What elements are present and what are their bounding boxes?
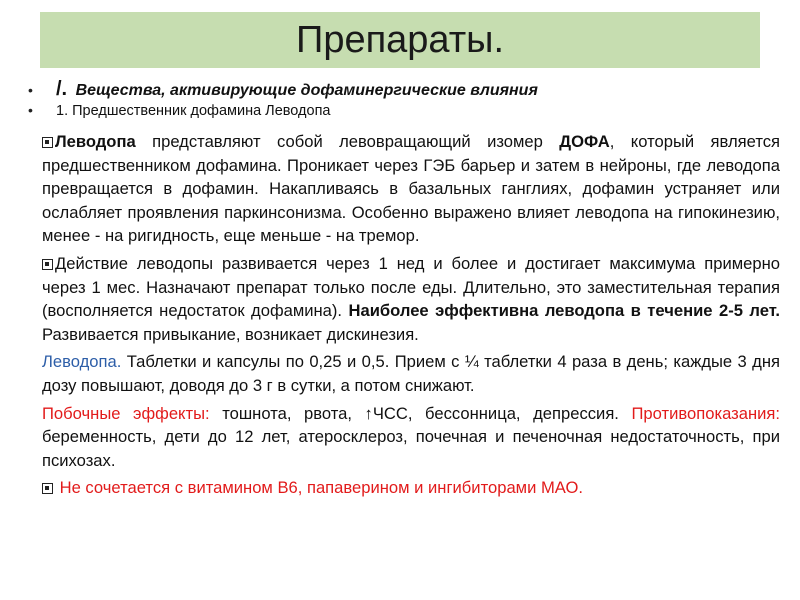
paragraph-3 [42, 350, 780, 397]
bullet-list [28, 78, 768, 126]
checkbox-bullet-icon [42, 137, 53, 148]
p4-text-1: тошнота, рвота, ↑ЧСС, бессонница, депрессия. [209, 403, 632, 423]
bullet-item-1-text: Вещества, активирующие дофаминергические влияния [75, 82, 538, 99]
bullet-item-1-text-wrap [56, 78, 538, 101]
slide-title: Препараты. [296, 18, 504, 61]
p5-red: Не сочетается с витамином В6, папаверином и ингибиторами МАО. [55, 478, 584, 498]
p4-red-1: Побочные эффекты: [42, 403, 210, 423]
paragraph-1 [42, 130, 780, 248]
bullet-item-2-text: 1. Предшественник дофамина Леводопа [56, 103, 331, 119]
checkbox-bullet-icon [42, 259, 53, 270]
bullet-dot-icon: • [28, 102, 33, 118]
checkbox-bullet-icon [42, 483, 53, 494]
title-banner [40, 12, 760, 68]
p2-text-1: Действие леводопы развивается через 1 нед и более и достигает максимума примерно через 1 мес. Назначают препарат только после еды. Длительно, это заместительная терапия (восполняется недостаток дофамина). [42, 253, 780, 321]
p1-bold-2: ДОФА [559, 132, 610, 151]
bullet-item-1 [28, 78, 768, 102]
p3-text: Таблетки и капсулы по 0,25 и 0,5. Прием с ¼ таблетки 4 раза в день; каждые 3 дня дозу повышают, доводя до 3 г в сутки, а потом снижают. [42, 352, 780, 395]
p1-bold-1: Леводопа [55, 132, 136, 151]
roman-numeral: /. [56, 78, 68, 100]
p4-text-2: беременность, дети до 12 лет, атеросклероз, почечная и печеночная недостаточность, при психозах. [42, 427, 780, 470]
p4-red-2: Противопоказания: [631, 403, 780, 423]
paragraph-5 [42, 476, 780, 500]
p1-text-1: представляют собой левовращающий изомер [135, 132, 560, 151]
bullet-item-2 [28, 102, 768, 126]
slide-body [42, 130, 780, 504]
p2-bold: Наиболее эффективна леводопа в течение 2-5 лет. [348, 301, 781, 321]
paragraph-4 [42, 402, 780, 473]
paragraph-2 [42, 252, 780, 346]
bullet-dot-icon: • [28, 82, 33, 98]
p2-text-2: Развивается привыкание, возникает дискинезия. [42, 324, 419, 344]
p3-blue: Леводопа. [42, 352, 122, 372]
p1-text-2: , который является предшественником дофамина. Проникает через ГЭБ барьер и затем в нейроны, где леводопа превращается в дофамин. Накапливаясь в базальных ганглиях, дофамин устраняет или ослабляет проявления паркинсонизма. Особенно выражено влияет леводопа на гипокинезию, менее - на ригидность, еще меньше - на тремор. [42, 132, 781, 246]
